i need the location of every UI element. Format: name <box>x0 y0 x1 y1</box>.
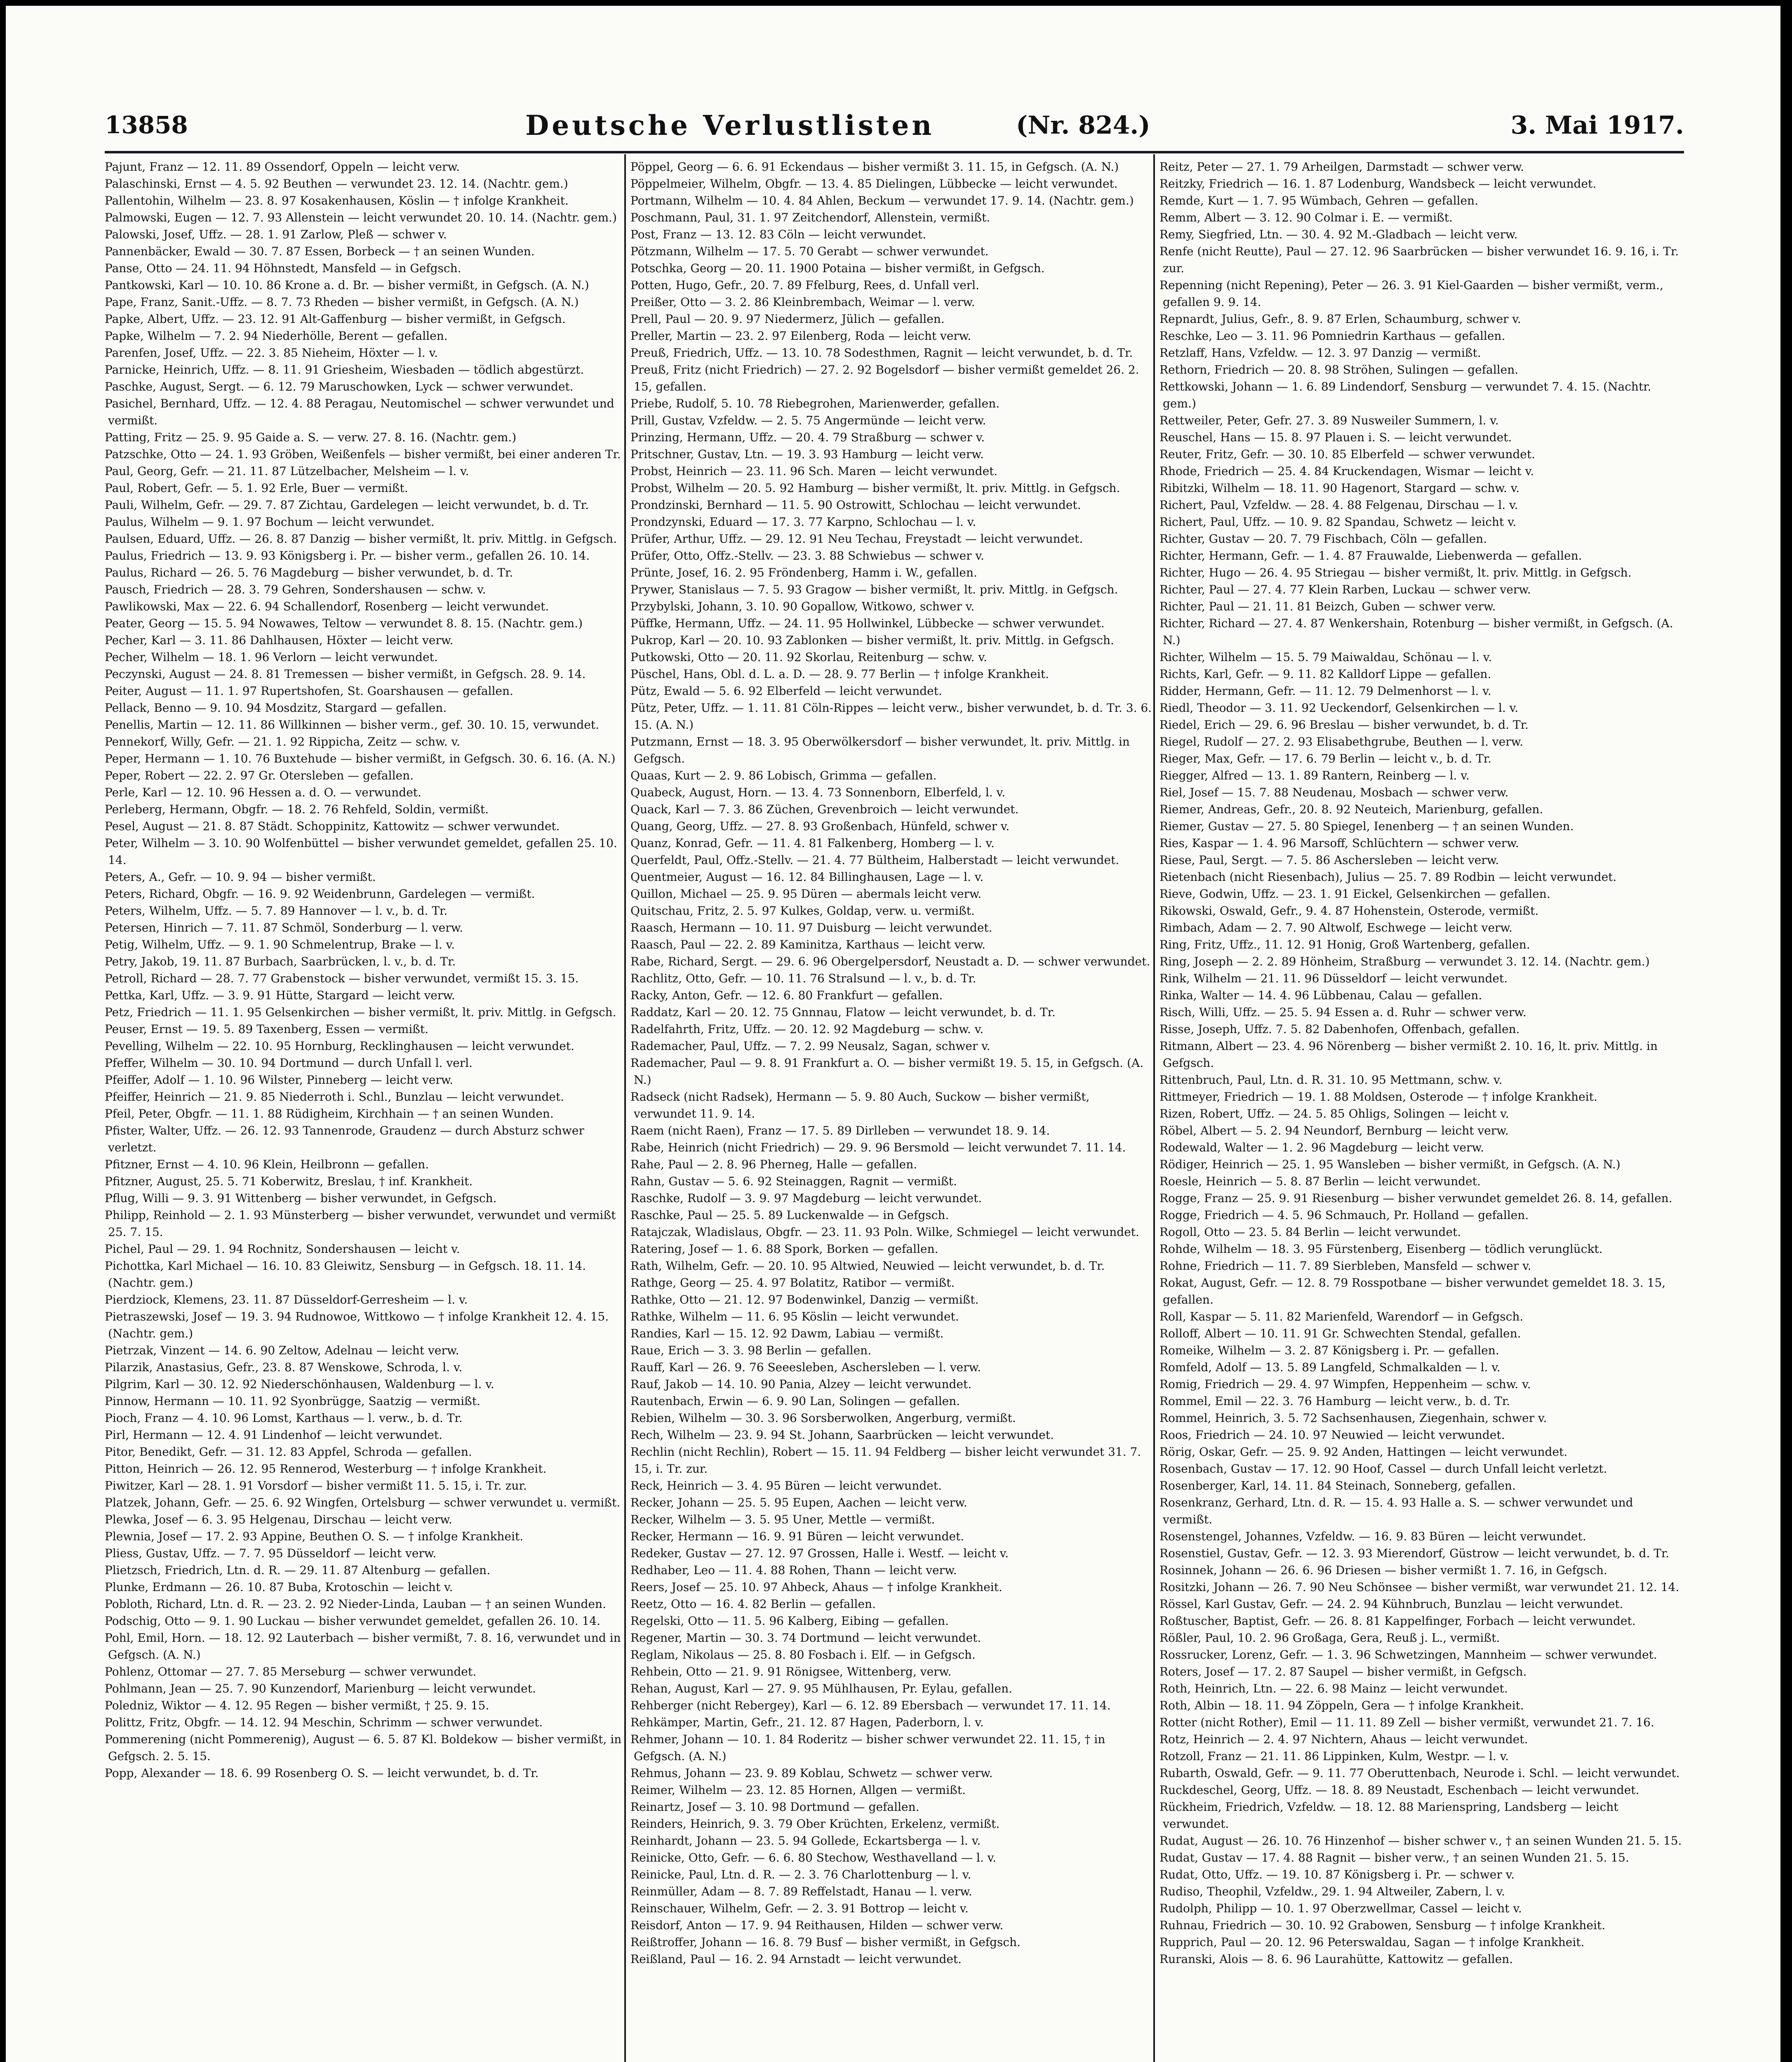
casualty-entry: Pilarzik, Anastasius, Gefr., 23. 8. 87 Wenskowe, Schroda, l. v. <box>105 1361 463 1374</box>
casualty-entry: Rehbein, Otto — 21. 9. 91 Rönigsee, Wittenberg, verw. <box>630 1665 952 1678</box>
casualty-entry: Riese, Paul, Sergt. — 7. 5. 86 Aschersleben — leicht verw. <box>1159 853 1499 867</box>
casualty-entry: Plewnia, Josef — 17. 2. 93 Appine, Beuthen O. S. — † infolge Krankheit. <box>105 1530 524 1543</box>
casualty-entry: Portmann, Wilhelm — 10. 4. 84 Ahlen, Beckum — verwundet 17. 9. 14. (Nachtr. gem.) <box>630 194 1134 207</box>
casualty-entry: Romfeld, Adolf — 13. 5. 89 Langfeld, Schmalkalden — l. v. <box>1159 1361 1500 1374</box>
casualty-entry: Reinders, Heinrich, 9. 3. 79 Ober Krüchten, Erkelenz, vermißt. <box>630 1817 1000 1831</box>
casualty-entry: Pritschner, Gustav, Ltn. — 19. 3. 93 Hamburg — leicht verw. <box>630 447 984 461</box>
casualty-entry: Poschmann, Paul, 31. 1. 97 Zeitchendorf, Allenstein, vermißt. <box>630 211 990 224</box>
casualty-entry: Prell, Paul — 20. 9. 97 Niedermerz, Jülich — gefallen. <box>630 312 945 326</box>
casualty-entry: Rosinnek, Johann — 26. 6. 96 Driesen — bisher vermißt 1. 7. 16, in Gefgsch. <box>1159 1563 1608 1577</box>
casualty-entry: Rahe, Paul — 2. 8. 96 Pherneg, Halle — gefallen. <box>630 1158 917 1171</box>
casualty-entry: Palmowski, Eugen — 12. 7. 93 Allenstein — leicht verwundet 20. 10. 14. (Nachtr. gem.) <box>105 211 617 224</box>
casualty-entry: Rössel, Karl Gustav, Gefr. — 24. 2. 94 Kühnbruch, Bunzlau — leicht verwundet. <box>1159 1597 1623 1611</box>
casualty-entry: Plietzsch, Friedrich, Ltn. d. R. — 29. 11. 87 Altenburg — gefallen. <box>105 1563 490 1577</box>
casualty-entry: Redeker, Gustav — 27. 12. 97 Grossen, Halle i. Westf. — leicht v. <box>630 1546 1009 1560</box>
casualty-entry: Rosenstengel, Johannes, Vzfeldw. — 16. 9. 83 Büren — leicht verwundet. <box>1159 1530 1586 1543</box>
casualty-entry: Paul, Georg, Gefr. — 21. 11. 87 Lützelbacher, Melsheim — l. v. <box>105 464 469 478</box>
casualty-entry: Pilgrim, Karl — 30. 12. 92 Niederschönhausen, Waldenburg — l. v. <box>105 1377 494 1391</box>
casualty-entry: Preuß, Fritz (nicht Friedrich) — 27. 2. 92 Bogelsdorf — bisher vermißt gemeldet 26. 2. 15, gefallen. <box>630 363 1139 393</box>
casualty-entry: Richter, Gustav — 20. 7. 79 Fischbach, Cöln — gefallen. <box>1159 532 1487 546</box>
issue-date: 3. Mai 1917. <box>1510 111 1684 140</box>
column-2 <box>630 158 1154 1968</box>
casualty-entry: Risse, Joseph, Uffz. 7. 5. 82 Dabenhofen, Offenbach, gefallen. <box>1159 1022 1520 1036</box>
casualty-entry: Rittenbruch, Paul, Ltn. d. R. 31. 10. 95 Mettmann, schw. v. <box>1159 1073 1503 1087</box>
casualty-entry: Püffke, Hermann, Uffz. — 24. 11. 95 Hollwinkel, Lübbecke — schwer verwundet. <box>630 617 1105 630</box>
casualty-entry: Pfister, Walter, Uffz. — 26. 12. 93 Tannenrode, Graudenz — durch Absturz schwer verletzt. <box>105 1124 584 1154</box>
casualty-entry: Podschig, Otto — 9. 1. 90 Luckau — bisher verwundet gemeldet, gefallen 26. 10. 14. <box>105 1614 600 1628</box>
casualty-entry: Roll, Kaspar — 5. 11. 82 Marienfeld, Warendorf — in Gefgsch. <box>1159 1310 1524 1323</box>
casualty-entry: Raem (nicht Raen), Franz — 17. 5. 89 Dirlleben — verwundet 18. 9. 14. <box>630 1124 1050 1137</box>
casualty-entry: Penellis, Martin — 12. 11. 86 Willkinnen — bisher verm., gef. 30. 10. 15, verwundet. <box>105 718 600 732</box>
casualty-entry: Ridder, Hermann, Gefr. — 11. 12. 79 Delmenhorst — l. v. <box>1159 684 1491 698</box>
casualty-entry: Paschke, August, Sergt. — 6. 12. 79 Maruschowken, Lyck — schwer verwundet. <box>105 380 574 393</box>
casualty-entry: Querfeldt, Paul, Offz.-Stellv. — 21. 4. 77 Bültheim, Halberstadt — leicht verwundet. <box>630 853 1119 867</box>
casualty-entry: Reimer, Wilhelm — 23. 12. 85 Hornen, Allgen — vermißt. <box>630 1783 966 1797</box>
casualty-entry: Rolloff, Albert — 10. 11. 91 Gr. Schwechten Stendal, gefallen. <box>1159 1327 1521 1340</box>
casualty-entry: Pfeiffer, Heinrich — 21. 9. 85 Niederroth i. Schl., Bunzlau — leicht verwundet. <box>105 1090 564 1104</box>
casualty-entry: Rupprich, Paul — 20. 12. 96 Peterswaldau, Sagan — † infolge Krankheit. <box>1159 1935 1585 1949</box>
casualty-entry: Reinschauer, Wilhelm, Gefr. — 2. 3. 91 Bottrop — leicht v. <box>630 1902 969 1915</box>
casualty-entry: Reck, Heinrich — 3. 4. 95 Büren — leicht verwundet. <box>630 1479 942 1492</box>
casualty-entry: Raddatz, Karl — 20. 12. 75 Gnnnau, Flatow — leicht verwundet, b. d. Tr. <box>630 1005 1056 1019</box>
casualty-entry: Rogge, Friedrich — 4. 5. 96 Schmauch, Pr. Holland — gefallen. <box>1159 1208 1529 1222</box>
casualty-entry: Philipp, Reinhold — 2. 1. 93 Münsterberg — bisher verwundet, verwundet und vermißt 25. 7. 15. <box>105 1208 616 1239</box>
casualty-entry: Rückheim, Friedrich, Vzfeldw. — 18. 12. 88 Marienspring, Landsberg — leicht verwundet. <box>1159 1800 1618 1831</box>
casualty-entry: Quang, Georg, Uffz. — 27. 8. 93 Großenbach, Hünfeld, schwer v. <box>630 819 1010 833</box>
casualty-entry: Prinzing, Hermann, Uffz. — 20. 4. 79 Straßburg — schwer v. <box>630 431 985 444</box>
casualty-entry: Przybylski, Johann, 3. 10. 90 Gopallow, Witkowo, schwer v. <box>630 600 975 613</box>
casualty-entry: Rath, Wilhelm, Gefr. — 20. 10. 95 Altwied, Neuwied — leicht verwundet, b. d. Tr. <box>630 1259 1105 1273</box>
casualty-entry: Rehan, August, Karl — 27. 9. 95 Mühlhausen, Pr. Eylau, gefallen. <box>630 1682 1013 1695</box>
casualty-entry: Rinka, Walter — 14. 4. 96 Lübbenau, Calau — gefallen. <box>1159 989 1482 1002</box>
casualty-entry: Parenfen, Josef, Uffz. — 22. 3. 85 Nieheim, Höxter — l. v. <box>105 346 438 360</box>
casualty-entry: Pantkowski, Karl — 10. 10. 86 Krone a. d. Br. — bisher vermißt, in Gefgsch. (A. N.) <box>105 278 589 292</box>
casualty-entry: Ribitzki, Wilhelm — 18. 11. 90 Hagenort, Stargard — schw. v. <box>1159 481 1520 495</box>
casualty-entry: Riedel, Erich — 29. 6. 96 Breslau — bisher verwundet, b. d. Tr. <box>1159 718 1529 732</box>
casualty-entry: Probst, Wilhelm — 20. 5. 92 Hamburg — bisher vermißt, lt. priv. Mittlg. in Gefgsch. <box>630 481 1120 495</box>
casualty-entry: Pütz, Peter, Uffz. — 1. 11. 81 Cöln-Rippes — leicht verw., bisher verwundet, b. d. Tr. 3. 6. 15. (A. N.) <box>630 701 1152 732</box>
casualty-entry: Rubarth, Oswald, Gefr. — 9. 11. 77 Oberuttenbach, Neurode i. Schl. — leicht verwundet. <box>1159 1766 1680 1780</box>
casualty-entry: Raue, Erich — 3. 3. 98 Berlin — gefallen. <box>630 1344 872 1357</box>
casualty-entry: Reuter, Fritz, Gefr. — 30. 10. 85 Elberfeld — schwer verwundet. <box>1159 447 1536 461</box>
casualty-entry: Pitton, Heinrich — 26. 12. 95 Rennerod, Westerburg — † infolge Krankheit. <box>105 1462 547 1476</box>
issue-number: (Nr. 824.) <box>1016 111 1150 140</box>
casualty-entry: Prondzinski, Bernhard — 11. 5. 90 Ostrowitt, Schlochau — leicht verwundet. <box>630 498 1081 512</box>
casualty-entry: Pichottka, Karl Michael — 16. 10. 83 Gleiwitz, Sensburg — in Gefgsch. 18. 11. 14. (Nachtr. gem.) <box>105 1259 586 1290</box>
casualty-entry: Rodewald, Walter — 1. 2. 96 Magdeburg — leicht verw. <box>1159 1141 1484 1154</box>
casualty-entry: Richert, Paul, Vzfeldw. — 28. 4. 88 Felgenau, Dirschau — l. v. <box>1159 498 1518 512</box>
casualty-entry: Redhaber, Leo — 11. 4. 88 Rohen, Thann — leicht verw. <box>630 1563 957 1577</box>
casualty-entry: Rittmeyer, Friedrich — 19. 1. 88 Moldsen, Osterode — † infolge Krankheit. <box>1159 1090 1597 1104</box>
casualty-entry: Pallentohin, Wilhelm — 23. 8. 97 Kosakenhausen, Köslin — † infolge Krankheit. <box>105 194 569 207</box>
casualty-entry: Rehberger (nicht Rebergey), Karl — 6. 12. 89 Ebersbach — verwundet 17. 11. 14. <box>630 1699 1111 1712</box>
casualty-entry: Paulus, Friedrich — 13. 9. 93 Königsberg i. Pr. — bisher verm., gefallen 26. 10. 14. <box>105 549 590 563</box>
casualty-entry: Paulus, Wilhelm — 9. 1. 97 Bochum — leicht verwundet. <box>105 515 435 529</box>
casualty-entry: Pfitzner, Ernst — 4. 10. 96 Klein, Heilbronn — gefallen. <box>105 1158 429 1171</box>
casualty-entry: Potten, Hugo, Gefr., 20. 7. 89 Ffelburg, Rees, d. Unfall verl. <box>630 278 980 292</box>
casualty-entry: Ruhnau, Friedrich — 30. 10. 92 Grabowen, Sensburg — † infolge Krankheit. <box>1159 1918 1606 1932</box>
casualty-entry: Peper, Robert — 22. 2. 97 Gr. Otersleben — gefallen. <box>105 769 414 782</box>
casualty-entry: Prywer, Stanislaus — 7. 5. 93 Gragow — bisher vermißt, lt. priv. Mittlg. in Gefgsch. <box>630 583 1118 596</box>
casualty-entry: Rachlitz, Otto, Gefr. — 10. 11. 76 Stralsund — l. v., b. d. Tr. <box>630 972 976 985</box>
casualty-entry: Rebien, Wilhelm — 30. 3. 96 Sorsberwolken, Angerburg, vermißt. <box>630 1411 1016 1425</box>
casualty-entry: Rehkämper, Martin, Gefr., 21. 12. 87 Hagen, Paderborn, l. v. <box>630 1716 984 1729</box>
casualty-entry: Quaas, Kurt — 2. 9. 86 Lobisch, Grimma — gefallen. <box>630 769 937 782</box>
casualty-entry: Prondzynski, Eduard — 17. 3. 77 Karpno, Schlochau — l. v. <box>630 515 976 529</box>
casualty-entry: Quack, Karl — 7. 3. 86 Züchen, Grevenbroich — leicht verwundet. <box>630 803 1019 816</box>
casualty-entry: Raschke, Rudolf — 3. 9. 97 Magdeburg — leicht verwundet. <box>630 1191 982 1205</box>
casualty-entry: Pitor, Benedikt, Gefr. — 31. 12. 83 Appfel, Schroda — gefallen. <box>105 1445 472 1459</box>
casualty-entry: Ritmann, Albert — 23. 4. 96 Nörenberg — bisher vermißt 2. 10. 16, lt. priv. Mittlg. in Gefgsch. <box>1159 1039 1658 1070</box>
casualty-entry: Recker, Hermann — 16. 9. 91 Büren — leicht verwundet. <box>630 1530 964 1543</box>
casualty-entry: Rudolph, Philipp — 10. 1. 97 Oberzwellmar, Cassel — leicht v. <box>1159 1902 1522 1915</box>
casualty-entry: Pettka, Karl, Uffz. — 3. 9. 91 Hütte, Stargard — leicht verw. <box>105 989 455 1002</box>
page-number: 13858 <box>105 111 188 139</box>
casualty-entry: Rathke, Wilhelm — 11. 6. 95 Köslin — leicht verwundet. <box>630 1310 959 1323</box>
casualty-entry: Riemer, Gustav — 27. 5. 80 Spiegel, Ienenberg — † an seinen Wunden. <box>1159 819 1574 833</box>
casualty-entry: Rikowski, Oswald, Gefr., 9. 4. 87 Hohenstein, Osterode, vermißt. <box>1159 904 1539 918</box>
casualty-entry: Peuser, Ernst — 19. 5. 89 Taxenberg, Essen — vermißt. <box>105 1022 428 1036</box>
casualty-entry: Pötzmann, Wilhelm — 17. 5. 70 Gerabt — schwer verwundet. <box>630 245 989 258</box>
column-1 <box>105 158 628 1782</box>
casualty-entry: Preller, Martin — 23. 2. 97 Eilenberg, Roda — leicht verw. <box>630 329 971 343</box>
casualty-entry: Rademacher, Paul, Uffz. — 7. 2. 99 Neusalz, Sagan, schwer v. <box>630 1039 990 1053</box>
casualty-entry: Rauf, Jakob — 14. 10. 90 Pania, Alzey — leicht verwundet. <box>630 1377 972 1391</box>
casualty-entry: Pannenbäcker, Ewald — 30. 7. 87 Essen, Borbeck — † an seinen Wunden. <box>105 245 535 258</box>
casualty-entry: Rossrucker, Lorenz, Gefr. — 1. 3. 96 Schwetzingen, Mannheim — schwer verwundet. <box>1159 1648 1657 1662</box>
casualty-entry: Petig, Wilhelm, Uffz. — 9. 1. 90 Schmelentrup, Brake — l. v. <box>105 938 455 951</box>
casualty-entry: Raasch, Paul — 22. 2. 89 Kaminitza, Karthaus — leicht verw. <box>630 938 986 951</box>
casualty-entry: Regelski, Otto — 11. 5. 96 Kalberg, Eibing — gefallen. <box>630 1614 949 1628</box>
casualty-entry: Panse, Otto — 24. 11. 94 Höhnstedt, Mansfeld — in Gefgsch. <box>105 261 461 275</box>
casualty-entry: Ring, Fritz, Uffz., 11. 12. 91 Honig, Groß Wartenberg, gefallen. <box>1159 938 1530 951</box>
casualty-entry: Reinartz, Josef — 3. 10. 98 Dortmund — gefallen. <box>630 1800 920 1814</box>
casualty-entry: Parnicke, Heinrich, Uffz. — 8. 11. 91 Griesheim, Wiesbaden — tödlich abgestürzt. <box>105 363 584 377</box>
casualty-entry: Rimbach, Adam — 2. 7. 90 Altwolf, Eschwege — leicht verw. <box>1159 921 1513 934</box>
casualty-entry: Regener, Martin — 30. 3. 74 Dortmund — leicht verwundet. <box>630 1631 981 1645</box>
casualty-entry: Peper, Hermann — 1. 10. 76 Buxtehude — bisher vermißt, in Gefgsch. 30. 6. 16. (A. N.) <box>105 752 616 765</box>
casualty-entry: Pohlenz, Ottomar — 27. 7. 85 Merseburg — schwer verwundet. <box>105 1665 477 1678</box>
casualty-entry: Roth, Albin — 18. 11. 94 Zöppeln, Gera — † infolge Krankheit. <box>1159 1699 1524 1712</box>
casualty-entry: Raschke, Paul — 25. 5. 89 Luckenwalde — in Gefgsch. <box>630 1208 949 1222</box>
casualty-entry: Reglam, Nikolaus — 25. 8. 80 Fosbach i. Elf. — in Gefgsch. <box>630 1648 976 1662</box>
casualty-entry: Rudat, August — 26. 10. 76 Hinzenhof — bisher schwer v., † an seinen Wunden 21. 5. 15. <box>1159 1834 1682 1848</box>
casualty-entry: Rödiger, Heinrich — 25. 1. 95 Wansleben — bisher vermißt, in Gefgsch. (A. N.) <box>1159 1158 1620 1171</box>
casualty-entry: Rhode, Friedrich — 25. 4. 84 Kruckendagen, Wismar — leicht v. <box>1159 464 1534 478</box>
casualty-entry: Platzek, Johann, Gefr. — 25. 6. 92 Wingfen, Ortelsburg — schwer verwundet u. vermißt. <box>105 1496 621 1509</box>
casualty-entry: Papke, Wilhelm — 7. 2. 94 Niederhölle, Berent — gefallen. <box>105 329 448 343</box>
casualty-entry: Pfeil, Peter, Obgfr. — 11. 1. 88 Rüdigheim, Kirchhain — † an seinen Wunden. <box>105 1107 554 1120</box>
casualty-entry: Peters, A., Gefr. — 10. 9. 94 — bisher vermißt. <box>105 870 376 884</box>
casualty-entry: Rauff, Karl — 26. 9. 76 Seeesleben, Aschersleben — l. verw. <box>630 1361 981 1374</box>
casualty-entry: Reetz, Otto — 16. 4. 82 Berlin — gefallen. <box>630 1597 876 1611</box>
casualty-entry: Pöppel, Georg — 6. 6. 91 Eckendaus — bisher vermißt 3. 11. 15, in Gefgsch. (A. N.) <box>630 160 1119 174</box>
casualty-entry: Pietrzak, Vinzent — 14. 6. 90 Zeltow, Adelnau — leicht verw. <box>105 1344 459 1357</box>
casualty-entry: Rabe, Heinrich (nicht Friedrich) — 29. 9. 96 Bersmold — leicht verwundet 7. 11. 14. <box>630 1141 1126 1154</box>
casualty-entry: Pauli, Wilhelm, Gefr. — 29. 7. 87 Zichtau, Gardelegen — leicht verwundet, b. d. Tr. <box>105 498 589 512</box>
casualty-entry: Paulus, Richard — 26. 5. 76 Magdeburg — bisher verwundet, b. d. Tr. <box>105 566 513 579</box>
casualty-entry: Pajunt, Franz — 12. 11. 89 Ossendorf, Oppeln — leicht verw. <box>105 160 460 174</box>
casualty-entry: Rosenbach, Gustav — 17. 12. 90 Hoof, Cassel — durch Unfall leicht verletzt. <box>1159 1462 1607 1476</box>
casualty-entry: Rositzki, Johann — 26. 7. 90 Neu Schönsee — bisher vermißt, war verwundet 21. 12. 14. <box>1159 1580 1679 1594</box>
casualty-entry: Riegel, Rudolf — 27. 2. 93 Elisabethgrube, Beuthen — l. verw. <box>1159 735 1524 749</box>
casualty-entry: Quabeck, August, Horn. — 13. 4. 73 Sonnenborn, Elberfeld, l. v. <box>630 786 1005 799</box>
casualty-entry: Radelfahrth, Fritz, Uffz. — 20. 12. 92 Magdeburg — schw. v. <box>630 1022 984 1036</box>
casualty-entry: Retzlaff, Hans, Vzfeldw. — 12. 3. 97 Danzig — vermißt. <box>1159 346 1481 360</box>
casualty-entry: Ries, Kaspar — 1. 4. 96 Marsoff, Schlüchtern — schwer verw. <box>1159 836 1519 850</box>
casualty-entry: Piwitzer, Karl — 28. 1. 91 Vorsdorf — bisher vermißt 11. 5. 15, i. Tr. zur. <box>105 1479 527 1492</box>
casualty-entry: Poledniz, Wiktor — 4. 12. 95 Regen — bisher vermißt, † 25. 9. 15. <box>105 1699 489 1712</box>
casualty-entry: Pausch, Friedrich — 28. 3. 79 Gehren, Sondershausen — schw. v. <box>105 583 486 596</box>
casualty-entry: Peczynski, August — 24. 8. 81 Tremessen — bisher vermißt, in Gefgsch. 28. 9. 14. <box>105 667 586 681</box>
casualty-entry: Rotz, Heinrich — 2. 4. 97 Nichtern, Ahaus — leicht verwundet. <box>1159 1732 1528 1746</box>
casualty-entry: Rautenbach, Erwin — 6. 9. 90 Lan, Solingen — gefallen. <box>630 1394 960 1408</box>
casualty-entry: Rosenstiel, Gustav, Gefr. — 12. 3. 93 Mierendorf, Güstrow — leicht verwundet, b. d. Tr. <box>1159 1546 1670 1560</box>
casualty-entry: Pawlikowski, Max — 22. 6. 94 Schallendorf, Rosenberg — leicht verwundet. <box>105 600 549 613</box>
casualty-entry: Paul, Robert, Gefr. — 5. 1. 92 Erle, Buer — vermißt. <box>105 481 408 495</box>
casualty-entry: Rotter (nicht Rother), Emil — 11. 11. 89 Zell — bisher vermißt, verwundet 21. 7. 16. <box>1159 1716 1655 1729</box>
casualty-entry: Romig, Friedrich — 29. 4. 97 Wimpfen, Heppenheim — schw. v. <box>1159 1377 1531 1391</box>
casualty-entry: Rieve, Godwin, Uffz. — 23. 1. 91 Eickel, Gelsenkirchen — gefallen. <box>1159 887 1550 901</box>
casualty-entry: Peters, Wilhelm, Uffz. — 5. 7. 89 Hannover — l. v., b. d. Tr. <box>105 904 448 918</box>
casualty-entry: Pöppelmeier, Wilhelm, Obgfr. — 13. 4. 85 Dielingen, Lübbecke — leicht verwundet. <box>630 177 1118 191</box>
casualty-entry: Pfeiffer, Adolf — 1. 10. 96 Wilster, Pinneberg — leicht verw. <box>105 1073 454 1087</box>
casualty-entry: Repenning (nicht Repening), Peter — 26. 3. 91 Kiel-Gaarden — bisher vermißt, verm., gefallen 9. 9. 14. <box>1159 278 1663 309</box>
casualty-entry: Pirl, Hermann — 12. 4. 91 Lindenhof — leicht verwundet. <box>105 1428 442 1442</box>
casualty-entry: Richter, Richard — 27. 4. 87 Wenkershain, Rotenburg — bisher vermißt, in Gefgsch. (A. N.) <box>1159 617 1673 647</box>
casualty-entry: Perleberg, Hermann, Obgfr. — 18. 2. 76 Rehfeld, Soldin, vermißt. <box>105 803 489 816</box>
casualty-entry: Rudat, Otto, Uffz. — 19. 10. 87 Königsberg i. Pr. — schwer v. <box>1159 1868 1515 1881</box>
casualty-entry: Richter, Hugo — 26. 4. 95 Striegau — bisher vermißt, lt. priv. Mittlg. in Gefgsch. <box>1159 566 1632 579</box>
casualty-entry: Reisdorf, Anton — 17. 9. 94 Reithausen, Hilden — schwer verw. <box>630 1918 1004 1932</box>
casualty-entry: Putzmann, Ernst — 18. 3. 95 Oberwölkersdorf — bisher verwundet, lt. priv. Mittlg. in Gefgsch. <box>630 735 1130 765</box>
casualty-entry: Plunke, Erdmann — 26. 10. 87 Buba, Krotoschin — leicht v. <box>105 1580 453 1594</box>
casualty-entry: Raasch, Hermann — 10. 11. 97 Duisburg — leicht verwundet. <box>630 921 992 934</box>
casualty-entry: Roters, Josef — 17. 2. 87 Saupel — bisher vermißt, in Gefgsch. <box>1159 1665 1527 1678</box>
casualty-entry: Papke, Albert, Uffz. — 23. 12. 91 Alt-Gaffenburg — bisher vermißt, in Gefgsch. <box>105 312 566 326</box>
casualty-entry: Roos, Friedrich — 24. 10. 97 Neuwied — leicht verwundet. <box>1159 1428 1505 1442</box>
casualty-entry: Pecher, Wilhelm — 18. 1. 96 Verlorn — leicht verwundet. <box>105 650 438 664</box>
casualty-entry: Rahn, Gustav — 5. 6. 92 Steinaggen, Ragnit — vermißt. <box>630 1175 957 1188</box>
casualty-entry: Pesel, August — 21. 8. 87 Städt. Schoppinitz, Kattowitz — schwer verwundet. <box>105 819 560 833</box>
casualty-entry: Quitschau, Fritz, 2. 5. 97 Kulkes, Goldap, verw. u. vermißt. <box>630 904 975 918</box>
casualty-entry: Reitzky, Friedrich — 16. 1. 87 Lodenburg, Wandsbeck — leicht verwundet. <box>1159 177 1597 191</box>
casualty-entry: Rettweiler, Peter, Gefr. 27. 3. 89 Nusweiler Summern, l. v. <box>1159 414 1499 427</box>
casualty-entry: Pukrop, Karl — 20. 10. 93 Zablonken — bisher vermißt, lt. priv. Mittlg. in Gefgsch. <box>630 633 1114 647</box>
casualty-entry: Petersen, Hinrich — 7. 11. 87 Schmöl, Sonderburg — l. verw. <box>105 921 463 934</box>
casualty-entry: Ratajczak, Wladislaus, Obgfr. — 23. 11. 93 Poln. Wilke, Schmiegel — leicht verwundet. <box>630 1225 1139 1239</box>
casualty-entry: Prüfer, Otto, Offz.-Stellv. — 23. 3. 88 Schwiebus — schwer v. <box>630 549 984 563</box>
casualty-entry: Pennekorf, Willy, Gefr. — 21. 1. 92 Rippicha, Zeitz — schw. v. <box>105 735 460 749</box>
casualty-entry: Pinnow, Hermann — 10. 11. 92 Syonbrügge, Saatzig — vermißt. <box>105 1394 480 1408</box>
casualty-entry: Richter, Paul — 21. 11. 81 Beizch, Guben — schwer verw. <box>1159 600 1496 613</box>
casualty-entry: Richert, Paul, Uffz. — 10. 9. 82 Spandau, Schwetz — leicht v. <box>1159 515 1517 529</box>
casualty-entry: Polittz, Fritz, Obgfr. — 14. 12. 94 Meschin, Schrimm — schwer verwundet. <box>105 1716 543 1729</box>
casualty-entry: Rettkowski, Johann — 1. 6. 89 Lindendorf, Sensburg — verwundet 7. 4. 15. (Nachtr. gem.) <box>1159 380 1651 410</box>
casualty-entry: Rietenbach (nicht Riesenbach), Julius — 25. 7. 89 Rodbin — leicht verwundet. <box>1159 870 1617 884</box>
casualty-entry: Potschka, Georg — 20. 11. 1900 Potaina — bisher vermißt, in Gefgsch. <box>630 261 1045 275</box>
casualty-entry: Roth, Heinrich, Ltn. — 22. 6. 98 Mainz — leicht verwundet. <box>1159 1682 1508 1695</box>
casualty-entry: Peters, Richard, Obgfr. — 16. 9. 92 Weidenbrunn, Gardelegen — vermißt. <box>105 887 535 901</box>
casualty-entry: Rechlin (nicht Rechlin), Robert — 15. 11. 94 Feldberg — bisher leicht verwundet 31. 7. 15, i. Tr. zur. <box>630 1445 1141 1476</box>
casualty-entry: Pütz, Ewald — 5. 6. 92 Elberfeld — leicht verwundet. <box>630 684 942 698</box>
casualty-entry: Rogge, Franz — 25. 9. 91 Riesenburg — bisher verwundet gemeldet 26. 8. 14, gefallen. <box>1159 1191 1672 1205</box>
casualty-entry: Rudat, Gustav — 17. 4. 88 Ragnit — bisher verw., † an seinen Wunden 21. 5. 15. <box>1159 1851 1630 1864</box>
column-3 <box>1159 158 1683 1968</box>
casualty-entry: Patzschke, Otto — 24. 1. 93 Gröben, Weißenfels — bisher vermißt, bei einer anderen Tr. <box>105 447 621 461</box>
casualty-entry: Pfitzner, August, 25. 5. 71 Koberwitz, Breslau, † inf. Krankheit. <box>105 1175 473 1188</box>
casualty-entry: Reißland, Paul — 16. 2. 94 Arnstadt — leicht verwundet. <box>630 1952 962 1966</box>
casualty-entry: Pasichel, Bernhard, Uffz. — 12. 4. 88 Peragau, Neutomischel — schwer verwundet und vermißt. <box>105 397 614 427</box>
casualty-entry: Rohne, Friedrich — 11. 7. 89 Sierbleben, Mansfeld — schwer v. <box>1159 1259 1531 1273</box>
casualty-entry: Riemer, Andreas, Gefr., 20. 8. 92 Neuteich, Marienburg, gefallen. <box>1159 803 1543 816</box>
casualty-entry: Rommel, Heinrich, 3. 5. 72 Sachsenhausen, Ziegenhain, schwer v. <box>1159 1411 1547 1425</box>
casualty-entry: Randies, Karl — 15. 12. 92 Dawm, Labiau — vermißt. <box>630 1327 944 1340</box>
publication-title: Deutsche Verlustlisten <box>525 109 935 141</box>
casualty-entry: Rabe, Richard, Sergt. — 29. 6. 96 Obergelpersdorf, Neustadt a. D. — schwer verwundet. <box>630 955 1150 968</box>
casualty-entry: Rörig, Oskar, Gefr. — 25. 9. 92 Anden, Hattingen — leicht verwundet. <box>1159 1445 1568 1459</box>
casualty-entry: Rößler, Paul, 10. 2. 96 Großaga, Gera, Reuß j. L., vermißt. <box>1159 1631 1500 1645</box>
casualty-entry: Putkowski, Otto — 20. 11. 92 Skorlau, Reitenburg — schw. v. <box>630 650 987 664</box>
casualty-entry: Renfe (nicht Reutte), Paul — 27. 12. 96 Saarbrücken — bisher verwundet 16. 9. 16, i. Tr. zur. <box>1159 245 1679 275</box>
casualty-entry: Rathge, Georg — 25. 4. 97 Bolatitz, Ratibor — vermißt. <box>630 1276 955 1290</box>
casualty-entry: Rosenkranz, Gerhard, Ltn. d. R. — 15. 4. 93 Halle a. S. — schwer verwundet und vermißt. <box>1159 1496 1633 1526</box>
casualty-entry: Rethorn, Friedrich — 20. 8. 98 Ströhen, Sulingen — gefallen. <box>1159 363 1519 377</box>
casualty-entry: Risch, Willi, Uffz. — 25. 5. 94 Essen a. d. Ruhr — schwer verw. <box>1159 1005 1526 1019</box>
casualty-entry: Patting, Fritz — 25. 9. 95 Gaide a. S. — verw. 27. 8. 16. (Nachtr. gem.) <box>105 431 517 444</box>
casualty-entry: Pobloth, Richard, Ltn. d. R. — 23. 2. 92 Nieder-Linda, Lauban — † an seinen Wunden. <box>105 1597 606 1611</box>
casualty-entry: Pecher, Karl — 3. 11. 86 Dahlhausen, Höxter — leicht verw. <box>105 633 454 647</box>
casualty-entry: Ruckdeschel, Georg, Uffz. — 18. 8. 89 Neustadt, Eschenbach — leicht verwundet. <box>1159 1783 1639 1797</box>
casualty-entry: Prünte, Josef, 16. 2. 95 Fröndenberg, Hamm i. W., gefallen. <box>630 566 977 579</box>
casualty-entry: Roesle, Heinrich — 5. 8. 87 Berlin — leicht verwundet. <box>1159 1175 1481 1188</box>
casualty-entry: Remde, Kurt — 1. 7. 95 Wümbach, Gehren — gefallen. <box>1159 194 1479 207</box>
casualty-entry: Pliess, Gustav, Uffz. — 7. 7. 95 Düsseldorf — leicht verw. <box>105 1546 437 1560</box>
casualty-entry: Ruranski, Alois — 8. 6. 96 Laurahütte, Kattowitz — gefallen. <box>1159 1952 1513 1966</box>
casualty-entry: Peater, Georg — 15. 5. 94 Nowawes, Teltow — verwundet 8. 8. 15. (Nachtr. gem.) <box>105 617 583 630</box>
casualty-entry: Probst, Heinrich — 23. 11. 96 Sch. Maren — leicht verwundet. <box>630 464 998 478</box>
casualty-entry: Radseck (nicht Radsek), Hermann — 5. 9. 80 Auch, Suckow — bisher vermißt, verwundet 11. 9. 14. <box>630 1090 1090 1120</box>
casualty-entry: Pellack, Benno — 9. 10. 94 Mosdzitz, Stargard — gefallen. <box>105 701 447 715</box>
casualty-entry: Reuschel, Hans — 15. 8. 97 Plauen i. S. — leicht verwundet. <box>1159 431 1512 444</box>
casualty-entry: Rotzoll, Franz — 21. 11. 86 Lippinken, Kulm, Westpr. — l. v. <box>1159 1749 1509 1763</box>
casualty-entry: Riegger, Alfred — 13. 1. 89 Rantern, Reinberg — l. v. <box>1159 769 1470 782</box>
casualty-entry: Rink, Wilhelm — 21. 11. 96 Düsseldorf — leicht verwundet. <box>1159 972 1508 985</box>
page-header <box>105 111 1684 148</box>
casualty-entry: Prüfer, Arthur, Uffz. — 29. 12. 91 Neu Techau, Freystadt — leicht verwundet. <box>630 532 1083 546</box>
casualty-entry: Petry, Jakob, 19. 11. 87 Burbach, Saarbrücken, l. v., b. d. Tr. <box>105 955 456 968</box>
casualty-entry: Recker, Wilhelm — 3. 5. 95 Uner, Mettle — vermißt. <box>630 1513 935 1526</box>
casualty-entry: Rathke, Otto — 21. 12. 97 Bodenwinkel, Danzig — vermißt. <box>630 1293 979 1306</box>
newspaper-page <box>6 6 1780 2062</box>
casualty-entry: Richter, Wilhelm — 15. 5. 79 Maiwaldau, Schönau — l. v. <box>1159 650 1492 664</box>
casualty-entry: Preißer, Otto — 3. 2. 86 Kleinbrembach, Weimar — l. verw. <box>630 295 975 309</box>
casualty-entry: Prill, Gustav, Vzfeldw. — 2. 5. 75 Angermünde — leicht verw. <box>630 414 986 427</box>
casualty-entry: Reinmüller, Adam — 8. 7. 89 Reffelstadt, Hanau — l. verw. <box>630 1885 972 1898</box>
casualty-entry: Reitz, Peter — 27. 1. 79 Arheilgen, Darmstadt — schwer verw. <box>1159 160 1524 174</box>
casualty-entry: Pevelling, Wilhelm — 22. 10. 95 Hornburg, Recklinghausen — leicht verwundet. <box>105 1039 574 1053</box>
casualty-entry: Peter, Wilhelm — 3. 10. 90 Wolfenbüttel — bisher verwundet gemeldet, gefallen 25. 10. 14. <box>105 836 617 867</box>
casualty-entry: Rizen, Robert, Uffz. — 24. 5. 85 Ohligs, Solingen — leicht v. <box>1159 1107 1509 1120</box>
casualty-entry: Röbel, Albert — 5. 2. 94 Neundorf, Bernburg — leicht verw. <box>1159 1124 1509 1137</box>
casualty-entry: Roßtuscher, Baptist, Gefr. — 26. 8. 81 Kappelfinger, Forbach — leicht verwundet. <box>1159 1614 1636 1628</box>
casualty-entry: Ratering, Josef — 1. 6. 88 Spork, Borken — gefallen. <box>630 1242 938 1256</box>
casualty-entry: Recker, Johann — 25. 5. 95 Eupen, Aachen — leicht verw. <box>630 1496 967 1509</box>
casualty-entry: Richter, Hermann, Gefr. — 1. 4. 87 Frauwalde, Liebenwerda — gefallen. <box>1159 549 1582 563</box>
casualty-entry: Rokat, August, Gefr. — 12. 8. 79 Rosspotbane — bisher verwundet gemeldet 18. 3. 15, gefallen. <box>1159 1276 1666 1306</box>
casualty-entry: Remm, Albert — 3. 12. 90 Colmar i. E. — vermißt. <box>1159 211 1453 224</box>
casualty-entry: Richter, Paul — 27. 4. 77 Klein Rarben, Luckau — schwer verw. <box>1159 583 1531 596</box>
casualty-entry: Riedl, Theodor — 3. 11. 92 Ueckendorf, Gelsenkirchen — l. v. <box>1159 701 1519 715</box>
casualty-entry: Pflug, Willi — 9. 3. 91 Wittenberg — bisher verwundet, in Gefgsch. <box>105 1191 497 1205</box>
casualty-entry: Rosenberger, Karl, 14. 11. 84 Steinach, Sonneberg, gefallen. <box>1159 1479 1516 1492</box>
casualty-entry: Pioch, Franz — 4. 10. 96 Lomst, Karthaus — l. verw., b. d. Tr. <box>105 1411 463 1425</box>
casualty-entry: Pietraszewski, Josef — 19. 3. 94 Rudnowoe, Wittkowo — † infolge Krankheit 12. 4. 15. (Nachtr. gem.) <box>105 1310 609 1340</box>
casualty-entry: Priebe, Rudolf, 5. 10. 78 Riebegrohen, Marienwerder, gefallen. <box>630 397 1000 410</box>
casualty-entry: Quentmeier, August — 16. 12. 84 Billinghausen, Lage — l. v. <box>630 870 984 884</box>
casualty-entry: Reers, Josef — 25. 10. 97 Ahbeck, Ahaus — † infolge Krankheit. <box>630 1580 1002 1594</box>
casualty-entry: Racky, Anton, Gefr. — 12. 6. 80 Frankfurt — gefallen. <box>630 989 943 1002</box>
casualty-entry: Reinhardt, Johann — 23. 5. 94 Gollede, Eckartsberga — l. v. <box>630 1834 981 1848</box>
casualty-entry: Reißtroffer, Johann — 16. 8. 79 Busf — bisher vermißt, in Gefgsch. <box>630 1935 1021 1949</box>
casualty-entry: Post, Franz — 13. 12. 83 Cöln — leicht verwundet. <box>630 228 927 241</box>
casualty-entry: Paulsen, Eduard, Uffz. — 26. 8. 87 Danzig — bisher vermißt, lt. priv. Mittlg. in Gefgsch. <box>105 532 617 546</box>
casualty-entry: Remy, Siegfried, Ltn. — 30. 4. 92 M.-Gladbach — leicht verw. <box>1159 228 1518 241</box>
casualty-entry: Preuß, Friedrich, Uffz. — 13. 10. 78 Sodesthmen, Ragnit — leicht verwundet, b. d. Tr. <box>630 346 1133 360</box>
casualty-entry: Petroll, Richard — 28. 7. 77 Grabenstock — bisher verwundet, vermißt 15. 3. 15. <box>105 972 579 985</box>
casualty-entry: Popp, Alexander — 18. 6. 99 Rosenberg O. S. — leicht verwundet, b. d. Tr. <box>105 1766 539 1780</box>
casualty-entry: Reinicke, Otto, Gefr. — 6. 6. 80 Stechow, Westhavelland — l. v. <box>630 1851 997 1864</box>
casualty-entry: Pierdziock, Klemens, 23. 11. 87 Düsseldorf-Gerresheim — l. v. <box>105 1293 468 1306</box>
casualty-entry: Pommerening (nicht Pommerenig), August — 6. 5. 87 Kl. Boldekow — bisher vermißt, in Gefgsch. 2. 5. 15. <box>105 1732 622 1763</box>
casualty-entry: Rommel, Emil — 22. 3. 76 Hamburg — leicht verw., b. d. Tr. <box>1159 1394 1510 1408</box>
casualty-entry: Richts, Karl, Gefr. — 9. 11. 82 Kalldorf Lippe — gefallen. <box>1159 667 1491 681</box>
casualty-entry: Pichel, Paul — 29. 1. 94 Rochnitz, Sondershausen — leicht v. <box>105 1242 460 1256</box>
casualty-entry: Reinicke, Paul, Ltn. d. R. — 2. 3. 76 Charlottenburg — l. v. <box>630 1868 971 1881</box>
casualty-entry: Repnardt, Julius, Gefr., 8. 9. 87 Erlen, Schaumburg, schwer v. <box>1159 312 1521 326</box>
casualty-entry: Quanz, Konrad, Gefr. — 11. 4. 81 Falkenberg, Homberg — l. v. <box>630 836 995 850</box>
casualty-entry: Rogoll, Otto — 23. 5. 84 Berlin — leicht verwundet. <box>1159 1225 1461 1239</box>
casualty-entry: Pohlmann, Jean — 25. 7. 90 Kunzendorf, Marienburg — leicht verwundet. <box>105 1682 536 1695</box>
casualty-entry: Romeike, Wilhelm — 3. 2. 87 Königsberg i. Pr. — gefallen. <box>1159 1344 1499 1357</box>
casualty-entry: Rudiso, Theophil, Vzfeldw., 29. 1. 94 Altweiler, Zabern, l. v. <box>1159 1885 1505 1898</box>
casualty-entry: Quillon, Michael — 25. 9. 95 Düren — abermals leicht verw. <box>630 887 982 901</box>
casualty-entry: Pape, Franz, Sanit.-Uffz. — 8. 7. 73 Rheden — bisher vermißt, in Gefgsch. (A. N.) <box>105 295 579 309</box>
casualty-entry: Reschke, Leo — 3. 11. 96 Pomniedrin Karthaus — gefallen. <box>1159 329 1505 343</box>
casualty-entry: Pohl, Emil, Horn. — 18. 12. 92 Lauterbach — bisher vermißt, 7. 8. 16, verwundet und in Gefgsch. (A. N.) <box>105 1631 621 1662</box>
casualty-entry: Rohde, Wilhelm — 18. 3. 95 Fürstenberg, Eisenberg — tödlich verunglückt. <box>1159 1242 1603 1256</box>
casualty-entry: Rademacher, Paul — 9. 8. 91 Frankfurt a. O. — bisher vermißt 19. 5. 15, in Gefgsch. (A. N.) <box>630 1056 1144 1087</box>
header-rule <box>105 151 1684 153</box>
casualty-entry: Peiter, August — 11. 1. 97 Rupertshofen, St. Goarshausen — gefallen. <box>105 684 513 698</box>
casualty-entry: Pfeffer, Wilhelm — 30. 10. 94 Dortmund — durch Unfall l. verl. <box>105 1056 473 1070</box>
casualty-entry: Rehmus, Johann — 23. 9. 89 Koblau, Schwetz — schwer verw. <box>630 1766 993 1780</box>
casualty-entry: Rieger, Max, Gefr. — 17. 6. 79 Berlin — leicht v., b. d. Tr. <box>1159 752 1492 765</box>
casualty-entry: Püschel, Hans, Obl. d. L. a. D. — 28. 9. 77 Berlin — † infolge Krankheit. <box>630 667 1049 681</box>
casualty-entry: Palowski, Josef, Uffz. — 28. 1. 91 Zarlow, Pleß — schwer v. <box>105 228 447 241</box>
casualty-entry: Riel, Josef — 15. 7. 88 Neudenau, Mosbach — schwer verw. <box>1159 786 1509 799</box>
casualty-entry: Petz, Friedrich — 11. 1. 95 Gelsenkirchen — bisher vermißt, lt. priv. Mittlg. in Gefgsch. <box>105 1005 616 1019</box>
casualty-entry: Ring, Joseph — 2. 2. 89 Hönheim, Straßburg — verwundet 3. 12. 14. (Nachtr. gem.) <box>1159 955 1650 968</box>
casualty-entry: Plewka, Josef — 6. 3. 95 Helgenau, Dirschau — leicht verw. <box>105 1513 452 1526</box>
casualty-entry: Rehmer, Johann — 10. 1. 84 Roderitz — bisher schwer verwundet 22. 11. 15, † in Gefgsch. (A. N.) <box>630 1732 1105 1763</box>
casualty-entry: Perle, Karl — 12. 10. 96 Hessen a. d. O. — verwundet. <box>105 786 421 799</box>
casualty-entry: Rech, Wilhelm — 23. 9. 94 St. Johann, Saarbrücken — leicht verwundet. <box>630 1428 1054 1442</box>
casualty-entry: Palaschinski, Ernst — 4. 5. 92 Beuthen — verwundet 23. 12. 14. (Nachtr. gem.) <box>105 177 568 191</box>
